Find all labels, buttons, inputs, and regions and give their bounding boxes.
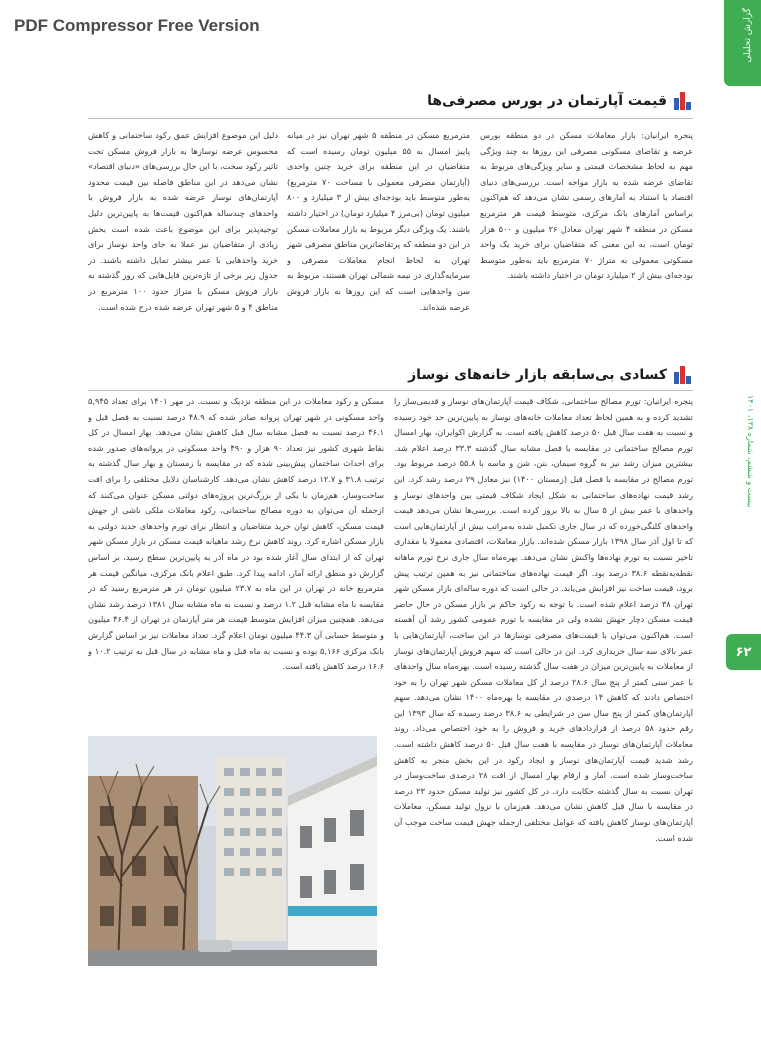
article1-title: قیمت آپارتمان در بورس مصرفی‌ها — [427, 93, 667, 109]
article2-heading — [408, 366, 691, 384]
article1-col3-text: دلیل این موضوع افزایش عمق رکود ساختمانی و کاهش محسوس عرضه نوسازها به بازار فروش مسکن تحت تاثیر رکود سخت، با این حال بررسی‌های «دنیای اقتصاد» نشان می‌دهد در این مناطق فاصله بین قیمت محدود آپارتمان‌های نوساز عرضه شده به بازار فروش با واحدهای چندساله هم‌اکنون قیمت‌ها به پایین‌ترین دلیل توجیه‌پذیر برای این موضوع باعث شده است بخش زیادی از متقاضیان نیز عملا به جای واحد نوساز برای خرید واحدهایی با عمر بیشتر تمایل داشته باشند. در جدول زیر برخی از تازه‌ترین فایل‌هایی که روز گذشته به بازار فروش مسکن با متراژ حدود ۱۰۰ مترمربع در مناطق ۴ و ۵ شهر تهران عرضه شده درج شده است. — [88, 130, 278, 312]
article-photo-buildings — [88, 736, 377, 966]
bar-chart-icon — [673, 92, 691, 110]
page-number: ۶۲ — [726, 634, 761, 670]
article2-col2-text: مسکن و رکود معاملات در این منطقه نزدیک و نسبت. در مهر ۱۴۰۱ برای تعداد ۵,۹۴۵ واحد مسکونی در شهر تهران پروانه صادر شده که ۴۸.۹ درصد نسبت به فصل قبل و ۴۶.۱ درصد نسبت به فصل مشابه سال قبل کاهش نشان می‌دهد. بهار امسال در کل نقاط شهری کشور نیز تعداد ۹۰ هزار و ۴۹۰ واحد مسکونی در پروانه‌های صدور شده برای احداث ساختمان پیش‌بینی شده که در مقایسه با زمستان و بهار سال گذشته به ترتیب ۳۱.۸ و ۱۲.۷ درصد کاهش نشان می‌دهد. کارشناسان دلایل مختلفی را برای افت ساخت‌وساز، هم‌زمان با یکی از بزرگ‌ترین پروژه‌های دولتی مسکن عنوان می‌کنند که ازجمله آن می‌توان به دوره مصالح ساختمانی، رکود معاملات ملکی ناشی از جهش قیمت مسکن، کاهش توان خرید متقاضیان و انتظار برای تورم واحدهای جدید دولتی به بازار مسکن اشاره کرد. روند کاهش نرخ رشد ماهیانه قیمت مسکن در بازار مسکن شهر تهران که از ابتدای سال آغاز شده بود در ماه آذر به پایین‌ترین سطح رسید، بر اساس گزارش دو منطق ارائه آمار، ادامه پیدا کرد. طبق اعلام بانک مرکزی، میانگین قیمت هر مترمربع خانه در تهران در این ماه به ۲۳.۷ میلیون تومان در هر مترمربع رسید که در مقایسه با ماه مشابه قبل ۱.۲ درصد و نسبت به ماه مشابه سال ۱۳۸۱ درصد رشد نشان می‌دهد. همچنین میزان افزایش متوسط قیمت هر متر آپارتمان در تهران از ۴۶.۴ میلیون و متوسط حسابی آن ۴۴.۳ میلیون تومان اعلام گرد. تعداد معاملات نیز بر اساس گزارش بانک مرکزی ۵,۱۶۶ بوده و نسبت به ماه قبل و ماه مشابه در سال قبل به ترتیب ۱۰.۲ و ۱۶.۶ درصد کاهش یافته است. — [88, 396, 384, 672]
article1-title-rule — [88, 118, 693, 119]
watermark-text: PDF Compressor Free Version — [14, 16, 260, 35]
section-tab-label: گزارش تحلیلی — [743, 8, 753, 63]
bar-chart-icon — [673, 366, 691, 384]
article2-column-1 — [394, 394, 693, 958]
article2-title-rule — [88, 390, 693, 391]
article2-column-2 — [88, 394, 384, 728]
issue-strip — [736, 395, 758, 725]
article1-column-3 — [88, 128, 278, 356]
photo-illustration — [88, 736, 377, 966]
article1-column-2 — [287, 128, 470, 356]
issue-strip-label: بیست و ششم، شماره ۱۳۸، ۱۴۰۱ — [746, 395, 755, 508]
article2-col1-text: پنجره ایرانیان: تورم مصالح ساختمانی، شکاف قیمت آپارتمان‌های نوساز و قدیمی‌ساز را تشدید کرده و به همین لحاظ تعداد معاملات خانه‌های نوساز به پایین‌ترین حد خود رسیده و نسبت به هفت سال قبل ۵۰ درصد کاهش یافته است. به گزارش اکوایران، بهار امسال تورم مصالح ساختمانی در مقایسه با فصل مشابه سال گذشته ۳۳.۳ درصد اعلام شد. بیشترین میزان رشد نیز به گروه سیمان، بتن، شن و ماسه با ۵۵.۸ درصد مربوط بود. تورم مصالح در مقایسه با فصل قبل (زمستان ۱۴۰۰) نیز معادل ۲۹ درصد رشد کرد. این رشد قیمت نهاده‌های ساختمانی به شکل ایجاد شکاف قیمتی بین واحدهای نوساز و واحدهای با عمر بیش از ۵ سال به بالا بروز کرده است. بررسی‌ها نشان می‌دهد قیمت واحدهای کلنگی‌خورده که در سال جاری تکمیل شده به‌مراتب بیش از آپارتمان‌هایی است که تا اول آذر سال ۱۳۹۸ بازار مسکن شده‌اند. بازار معاملات، اقتصادی معمولا با مقداری تاخیر نسبت به تورم نهاده‌ها واکنش نشان می‌دهد. بهره‌ماه سال جاری نرخ تورم ماهانه نقطه‌به‌نقطه ۳۸.۶ درصد بود. اگر قیمت نهاده‌های ساختمانی نیز به همین ترتیب پیش برود، قیمت ساخت نیز افزایش می‌یابد. در حالی است که دوره ساله‌ای بازار مسکن شهر تهران ۳۸ درصد اعلام شده است. با توجه به رکود حاکم بر بازار مسکن در حال حاضر قیمت مسکن دچار جهش نشده ولی در مقایسه با تورم عمومی کشور رشد آن آهسته است. هم‌اکنون می‌توان با قیمت‌های مصرفی نوسازها در این ساخت، آپارتمان‌هایی با عمر بالای سه سال خریداری کرد. این در حالی است که سهم فروش آپارتمان‌های نوساز از معاملات به پایین‌ترین میزان در هفت سال گذشته رسیده است. بهره‌ماه سال واحدهای با عمر سنی کمتر از پنج سال ۲۸.۶ درصد از کل معاملات مسکن شهر تهران را به خود اختصاص دادند که کاهش ۱۴ درصدی در مقایسه با بهره‌ماه ۱۴۰۰ نشان می‌دهد. سهم آپارتمان‌های کمتر از پنج سال سن در شرایطی به ۳۸.۶ درصد رسیده که سال ۱۳۹۳ این رقم حدود ۵۸ درصد از قراردادهای خرید و فروش را به خود اختصاص می‌داد. روند معاملات آپارتمان‌های نوساز در مقایسه با هفت سال قبل ۵۰ درصد کاهش داشته است. رشد شدید قیمت آپارتمان‌های نوساز و ایجاد رکود در این بخش منجر به کاهش ساخت‌وساز شده است. آمار و ارقام بهار امسال از افت ۲۸ درصدی ساخت‌وساز در تهران نسبت به سال گذشته حکایت دارد. در کل کشور نیز تولید مسکن حدود ۲۳ درصد در مقایسه با سال قبل کاهش نشان می‌دهد. هم‌زمان با نزول تولید مسکن، معاملات آپارتمان‌های نوساز کاهش یافته که عوامل مختلفی ازجمله جهش قیمت ساخت موجب آن شده است. — [394, 396, 693, 843]
article1-column-1 — [480, 128, 693, 356]
article1-col1-text: پنجره ایرانیان: بازار معاملات مسکن در دو منطقه بورس عرضه و تقاضای مسکونی مصرفی این روزها به چند ویژگی مهم به لحاظ مشخصات قیمتی و سایر ویژگی‌های مربوط به تقاضای عرضه شده به بازار مواجه است. بررسی‌های دنیای اقتصاد با استناد به آمارهای رسمی نشان می‌دهد که هم‌اکنون براساس آمارهای بانک مرکزی، متوسط قیمت هر مترمربع مسکن در منطقه ۴ شهر تهران معادل ۲۶ میلیون و ۵۰۰ هزار تومان است، به این معنی که متقاضیان برای خرید یک واحد مسکونی معمولی به متراژ ۷۰ مترمربع باید به‌طور متوسط بودجه‌ای بیش از ۲ میلیارد تومان در اختیار داشته باشند. — [480, 130, 693, 281]
section-tab — [724, 0, 761, 86]
article1-col2-text: مترمربع مسکن در منطقه ۵ شهر تهران نیز در میانه پاییز امسال به ۵۵ میلیون تومان رسیده است که متقاضیان در این منطقه برای خرید چنین واحدی (آپارتمان مصرفی معمولی با مساحت ۷۰ مترمربع) به‌طور متوسط باید بودجه‌ای بیش از ۳ میلیارد و ۸۰۰ میلیون تومان (بی‌مرز ۴ میلیارد تومان) در اختیار داشته باشند. یک ویژگی دیگر مربوط به بازار معاملات مسکن در این دو منطقه که پرتقاضاترین مناطق مصرفی شهر تهران به لحاظ انجام معاملات مصرفی و سرمایه‌گذاری در نیمه شمالی تهران هستند، مربوط به سن واحدهایی است که این روزها به بازار فروش عرضه شده‌اند. — [287, 130, 470, 312]
article1-heading — [427, 92, 691, 110]
article2-title: کسادی بی‌سابقه بازار خانه‌های نوساز — [408, 367, 667, 383]
